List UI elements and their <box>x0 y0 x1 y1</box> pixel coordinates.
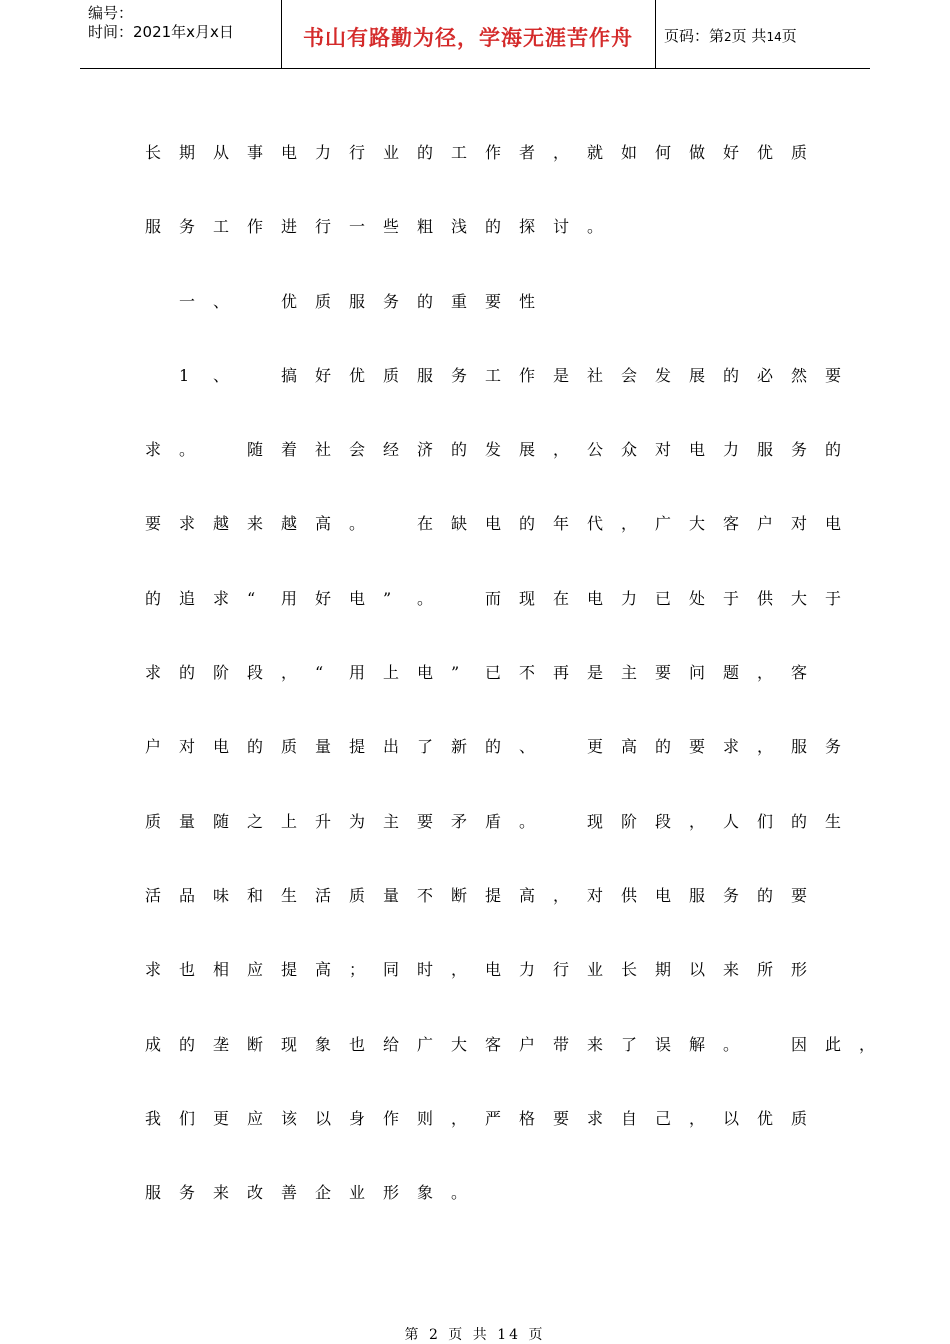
body-line: 求 的 阶 段 ， “ 用 上 电 ” 已 不 再 是 主 要 问 题 ， 客 <box>145 663 808 683</box>
document-body <box>145 136 876 1250</box>
page-mid: 页 共 <box>731 27 767 45</box>
body-line: 长 期 从 事 电 力 行 业 的 工 作 者 ， 就 如 何 做 好 优 质 <box>145 143 808 162</box>
body-line: 我 们 更 应 该 以 身 作 则 ， 严 格 要 求 自 己 ， 以 优 质 <box>145 1108 808 1128</box>
page-header <box>80 0 870 69</box>
page-current: 2 <box>724 30 732 44</box>
header-motto: 书山有路勤为径，学海无涯苦作舟 <box>303 26 633 50</box>
body-line: 成 的 垄 断 现 象 也 给 广 大 客 户 带 来 了 误 解 。 因 此 ， <box>145 1034 876 1054</box>
body-line: 要 求 越 来 越 高 。 在 缺 电 的 年 代 ， 广 大 客 户 对 电 <box>145 514 842 534</box>
body-line: 求 。 随 着 社 会 经 济 的 发 展 ， 公 众 对 电 力 服 务 的 <box>145 440 842 460</box>
body-line: 服 务 工 作 进 行 一 些 粗 浅 的 探 讨 。 <box>145 217 604 237</box>
body-line: 服 务 来 改 善 企 业 形 象 。 <box>145 1183 468 1203</box>
header-page-number <box>664 25 797 46</box>
body-line: 求 也 相 应 提 高 ； 同 时 ， 电 力 行 业 长 期 以 来 所 形 <box>145 960 808 980</box>
body-line: 质 量 随 之 上 升 为 主 要 矛 盾 。 现 阶 段 ， 人 们 的 生 <box>145 811 842 831</box>
body-line: 一 、 优 质 服 务 的 重 要 性 <box>179 291 536 311</box>
time-label: 时间：2021年x月x日 <box>88 23 234 41</box>
header-meta <box>88 4 234 42</box>
body-line: 1 、 搞 好 优 质 服 务 工 作 是 社 会 发 展 的 必 然 要 <box>179 365 842 385</box>
page-suffix: 页 <box>781 27 797 45</box>
body-line: 活 品 味 和 生 活 质 量 不 断 提 高 ， 对 供 电 服 务 的 要 <box>145 885 808 905</box>
header-divider <box>655 0 656 68</box>
body-line: 户 对 电 的 质 量 提 出 了 新 的 、 更 高 的 要 求 ， 服 务 <box>145 737 842 757</box>
body-line: 的 追 求 “ 用 好 电 ” 。 而 现 在 电 力 已 处 于 供 大 于 <box>145 588 842 608</box>
page-total: 14 <box>766 30 782 44</box>
page-prefix: 页码：第 <box>664 27 725 45</box>
page-footer: 第 2 页 共 14 页 <box>404 1327 546 1343</box>
serial-label: 编号： <box>88 4 134 22</box>
